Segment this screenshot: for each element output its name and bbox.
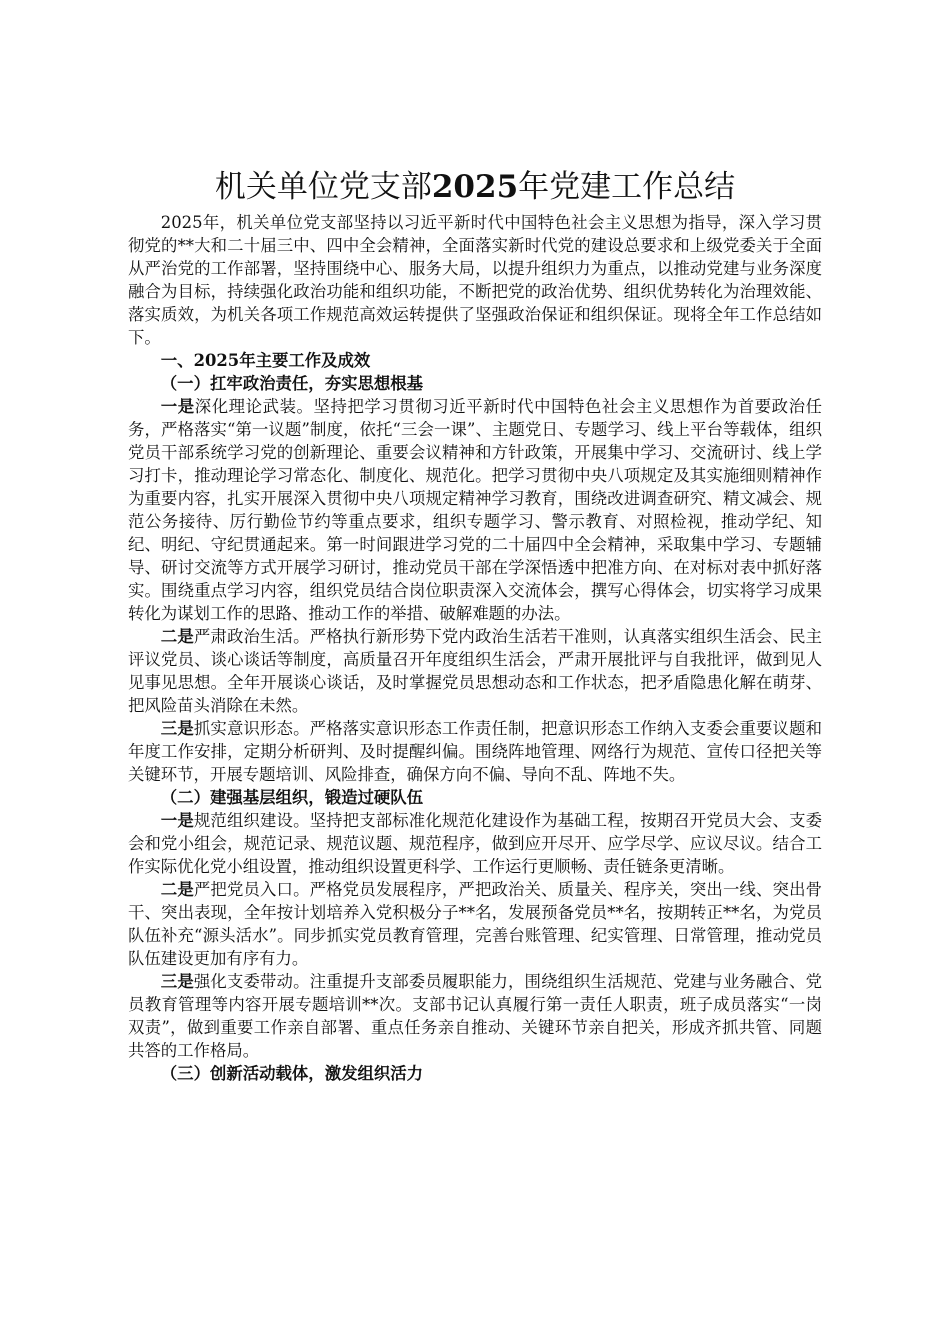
intro-paragraph: 2025年，机关单位党支部坚持以习近平新时代中国特色社会主义思想为指导，深入学习贯彻党的**大和二十届三中、四中全会精神，全面落实新时代党的建设总要求和上级党委关于全面从严治党的工作部署，坚持围绕中心、服务大局，以提升组织力为重点，以推动党建与业务深度融合为目标，持续强化政治功能和组织功能，不断把党的政治优势、组织优势转化为治理效能、落实质效，为机关各项工作规范高效运转提供了坚强政治保证和组织保证。现将全年工作总结如下。 bbox=[128, 213, 822, 347]
paragraph-3-lead: 三是 bbox=[160, 719, 194, 738]
paragraph-5-text: 严把党员入口。严格党员发展程序，严把政治关、质量关、程序关，突出一线、突出骨干、突出表现，全年按计划培养入党积极分子**名，发展预备党员**名，按期转正**名，为党员队伍补充“源头活水”。同步抓实党员教育管理，完善台账管理、纪实管理、日常管理，推动党员队伍建设更加有序有力。 bbox=[128, 880, 823, 968]
subsection-heading-2: （二）建强基层组织，锻造过硬队伍 bbox=[160, 788, 424, 807]
paragraph-3 bbox=[128, 717, 822, 786]
paragraph-1-lead: 一是 bbox=[160, 397, 195, 416]
paragraph-5 bbox=[128, 878, 822, 970]
paragraph-6-lead: 三是 bbox=[160, 972, 194, 991]
paragraph-4-lead: 一是 bbox=[160, 811, 194, 830]
paragraph-4 bbox=[128, 809, 822, 878]
paragraph-5-lead: 二是 bbox=[160, 880, 194, 899]
title-part-2: 年党建工作总结 bbox=[518, 169, 736, 205]
subsection-heading-1: （一）扛牢政治责任，夯实思想根基 bbox=[160, 374, 424, 393]
paragraph-2-text: 严肃政治生活。严格执行新形势下党内政治生活若干准则，认真落实组织生活会、民主评议党员、谈心谈话等制度，高质量召开年度组织生活会，严肃开展批评与自我批评，做到见人见事见思想。全年开展谈心谈话，及时掌握党员思想动态和工作状态，把矛盾隐患化解在萌芽、把风险苗头消除在未然。 bbox=[128, 627, 823, 715]
document-page bbox=[128, 165, 822, 1085]
subsection-heading-3: （三）创新活动载体，激发组织活力 bbox=[160, 1064, 424, 1083]
document-title bbox=[128, 165, 822, 209]
paragraph-4-text: 规范组织建设。坚持把支部标准化规范化建设作为基础工程，按期召开党员大会、支委会和党小组会，规范记录、规范议题、规范程序，做到应开尽开、应学尽学、应议尽议。结合工作实际优化党小组设置，推动组织设置更科学、工作运行更顺畅、责任链条更清晰。 bbox=[128, 811, 823, 876]
paragraph-3-text: 抓实意识形态。严格落实意识形态工作责任制，把意识形态工作纳入支委会重要议题和年度工作安排，定期分析研判、及时提醒纠偏。围绕阵地管理、网络行为规范、宣传口径把关等关键环节，开展专题培训、风险排查，确保方向不偏、导向不乱、阵地不失。 bbox=[128, 719, 823, 784]
paragraph-6 bbox=[128, 970, 822, 1062]
paragraph-1-text: 深化理论武装。坚持把学习贯彻习近平新时代中国特色社会主义思想作为首要政治任务，严格落实“第一议题”制度，依托“三会一课”、主题党日、专题学习、线上平台等载体，组织党员干部系统学习党的创新理论、重要会议精神和方针政策，开展集中学习、交流研讨、线上学习打卡，推动理论学习常态化、制度化、规范化。把学习贯彻中央八项规定及其实施细则精神作为重要内容，扎实开展深入贯彻中央八项规定精神学习教育，围绕改进调查研究、精文减会、规范公务接待、厉行勤俭节约等重点要求，组织专题学习、警示教育、对照检视，推动学纪、知纪、明纪、守纪贯通起来。第一时间跟进学习党的二十届四中全会精神，采取集中学习、专题辅导、研讨交流等方式开展学习研讨，推动党员干部在学深悟透中把准方向、在对标对表中抓好落实。围绕重点学习内容，组织党员结合岗位职责深入交流体会，撰写心得体会，切实将学习成果转化为谋划工作的思路、推动工作的举措、破解难题的办法。 bbox=[128, 397, 822, 623]
paragraph-6-text: 强化支委带动。注重提升支部委员履职能力，围绕组织生活规范、党建与业务融合、党员教育管理等内容开展专题培训**次。支部书记认真履行第一责任人职责，班子成员落实“一岗双责”，做到重要工作亲自部署、重点任务亲自推动、关键环节亲自把关，形成齐抓共管、同题共答的工作格局。 bbox=[128, 972, 823, 1060]
title-part-1: 机关单位党支部 bbox=[214, 169, 432, 205]
paragraph-2 bbox=[128, 625, 822, 717]
title-year: 2025 bbox=[431, 169, 519, 205]
paragraph-2-lead: 二是 bbox=[160, 627, 194, 646]
section-heading-1: 一、2025年主要工作及成效 bbox=[160, 351, 371, 370]
paragraph-1 bbox=[128, 395, 822, 625]
